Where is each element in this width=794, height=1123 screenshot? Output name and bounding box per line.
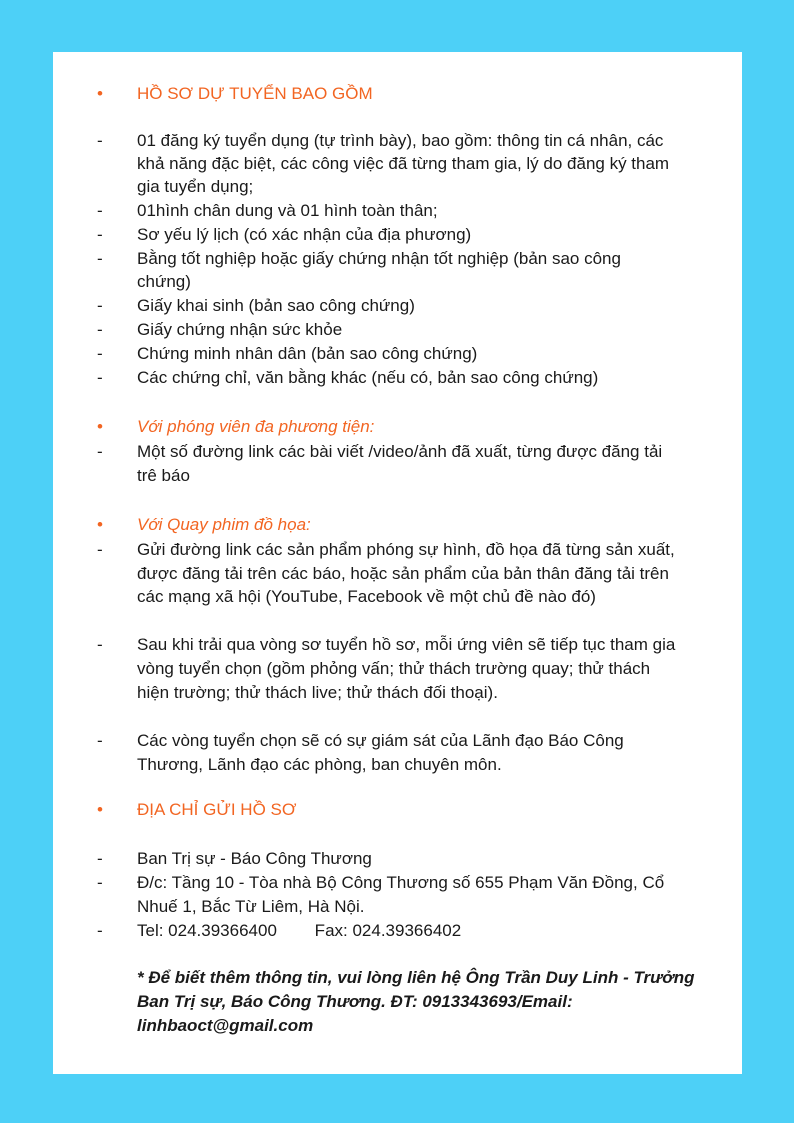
bullet: • — [97, 84, 103, 103]
document-page: • HỒ SƠ DỰ TUYỂN BAO GỒM - 01 đăng ký tuyển dụng (tự trình bày), bao gồm: thông tin cá nhân, các khả năng đặc biệt, các công việc đã từng tham gia, lý do đăng ký tham gia tuyển dụng; - 01hình chân dung và 01 hình toàn thân; - Sơ yếu lý lịch (có xác nhận của địa phương) - Bằng tốt nghiệp hoặc giấy chứng nhận tốt nghiệp (bản sao công chứng) - Giấy khai sinh (bản sao công chứng) - Giấy chứng nhận sức khỏe - Chứng minh nhân dân (bản sao công chứng) - Các chứng chỉ, văn bằng khác (nếu có, bản sao công chứng) • Với phóng viên đa phương tiện: - Một số đường link các bài viết /video/ảnh đã xuất, từng được đăng tải trê báo • Với Quay phim đồ họa: - Gửi đường link các sản phẩm phóng sự hình, đồ họa đã từng sản xuất, được đăng tải trên các báo, hoặc sản phẩm của bản thân đăng tải trên các mạng xã hội (YouTube, Facebook về một chủ đề nào đó) - Sau khi trải qua vòng sơ tuyển hồ sơ, mỗi ứng viên sẽ tiếp tục tham gia vòng tuyển chọn (gồm phỏng vấn; thử thách trường quay; thử thách hiện trường; thử thách live; thử thách đối thoại). - Các vòng tuyển chọn sẽ có sự giám sát của Lãnh đạo Báo Công Thương, Lãnh đạo các phòng, ban chuyên môn. • ĐỊA CHỈ GỬI HỒ SƠ - Ban Trị sự - Báo Công Thương - Đ/c: Tầng 10 - Tòa nhà Bộ Công Thương số 655 Phạm Văn Đồng, Cổ Nhuế 1, Bắc Từ Liêm, Hà Nội. - Tel: 024.39366400 Fax: 024.39366402 * Để biết thêm thông tin, vui lòng liên hệ Ông Trần Duy Linh - Trưởng Ban Trị sự, Báo Công Thương. ĐT: 0913343693/Email: linhbaoct@gmail.com — [53, 52, 742, 1074]
